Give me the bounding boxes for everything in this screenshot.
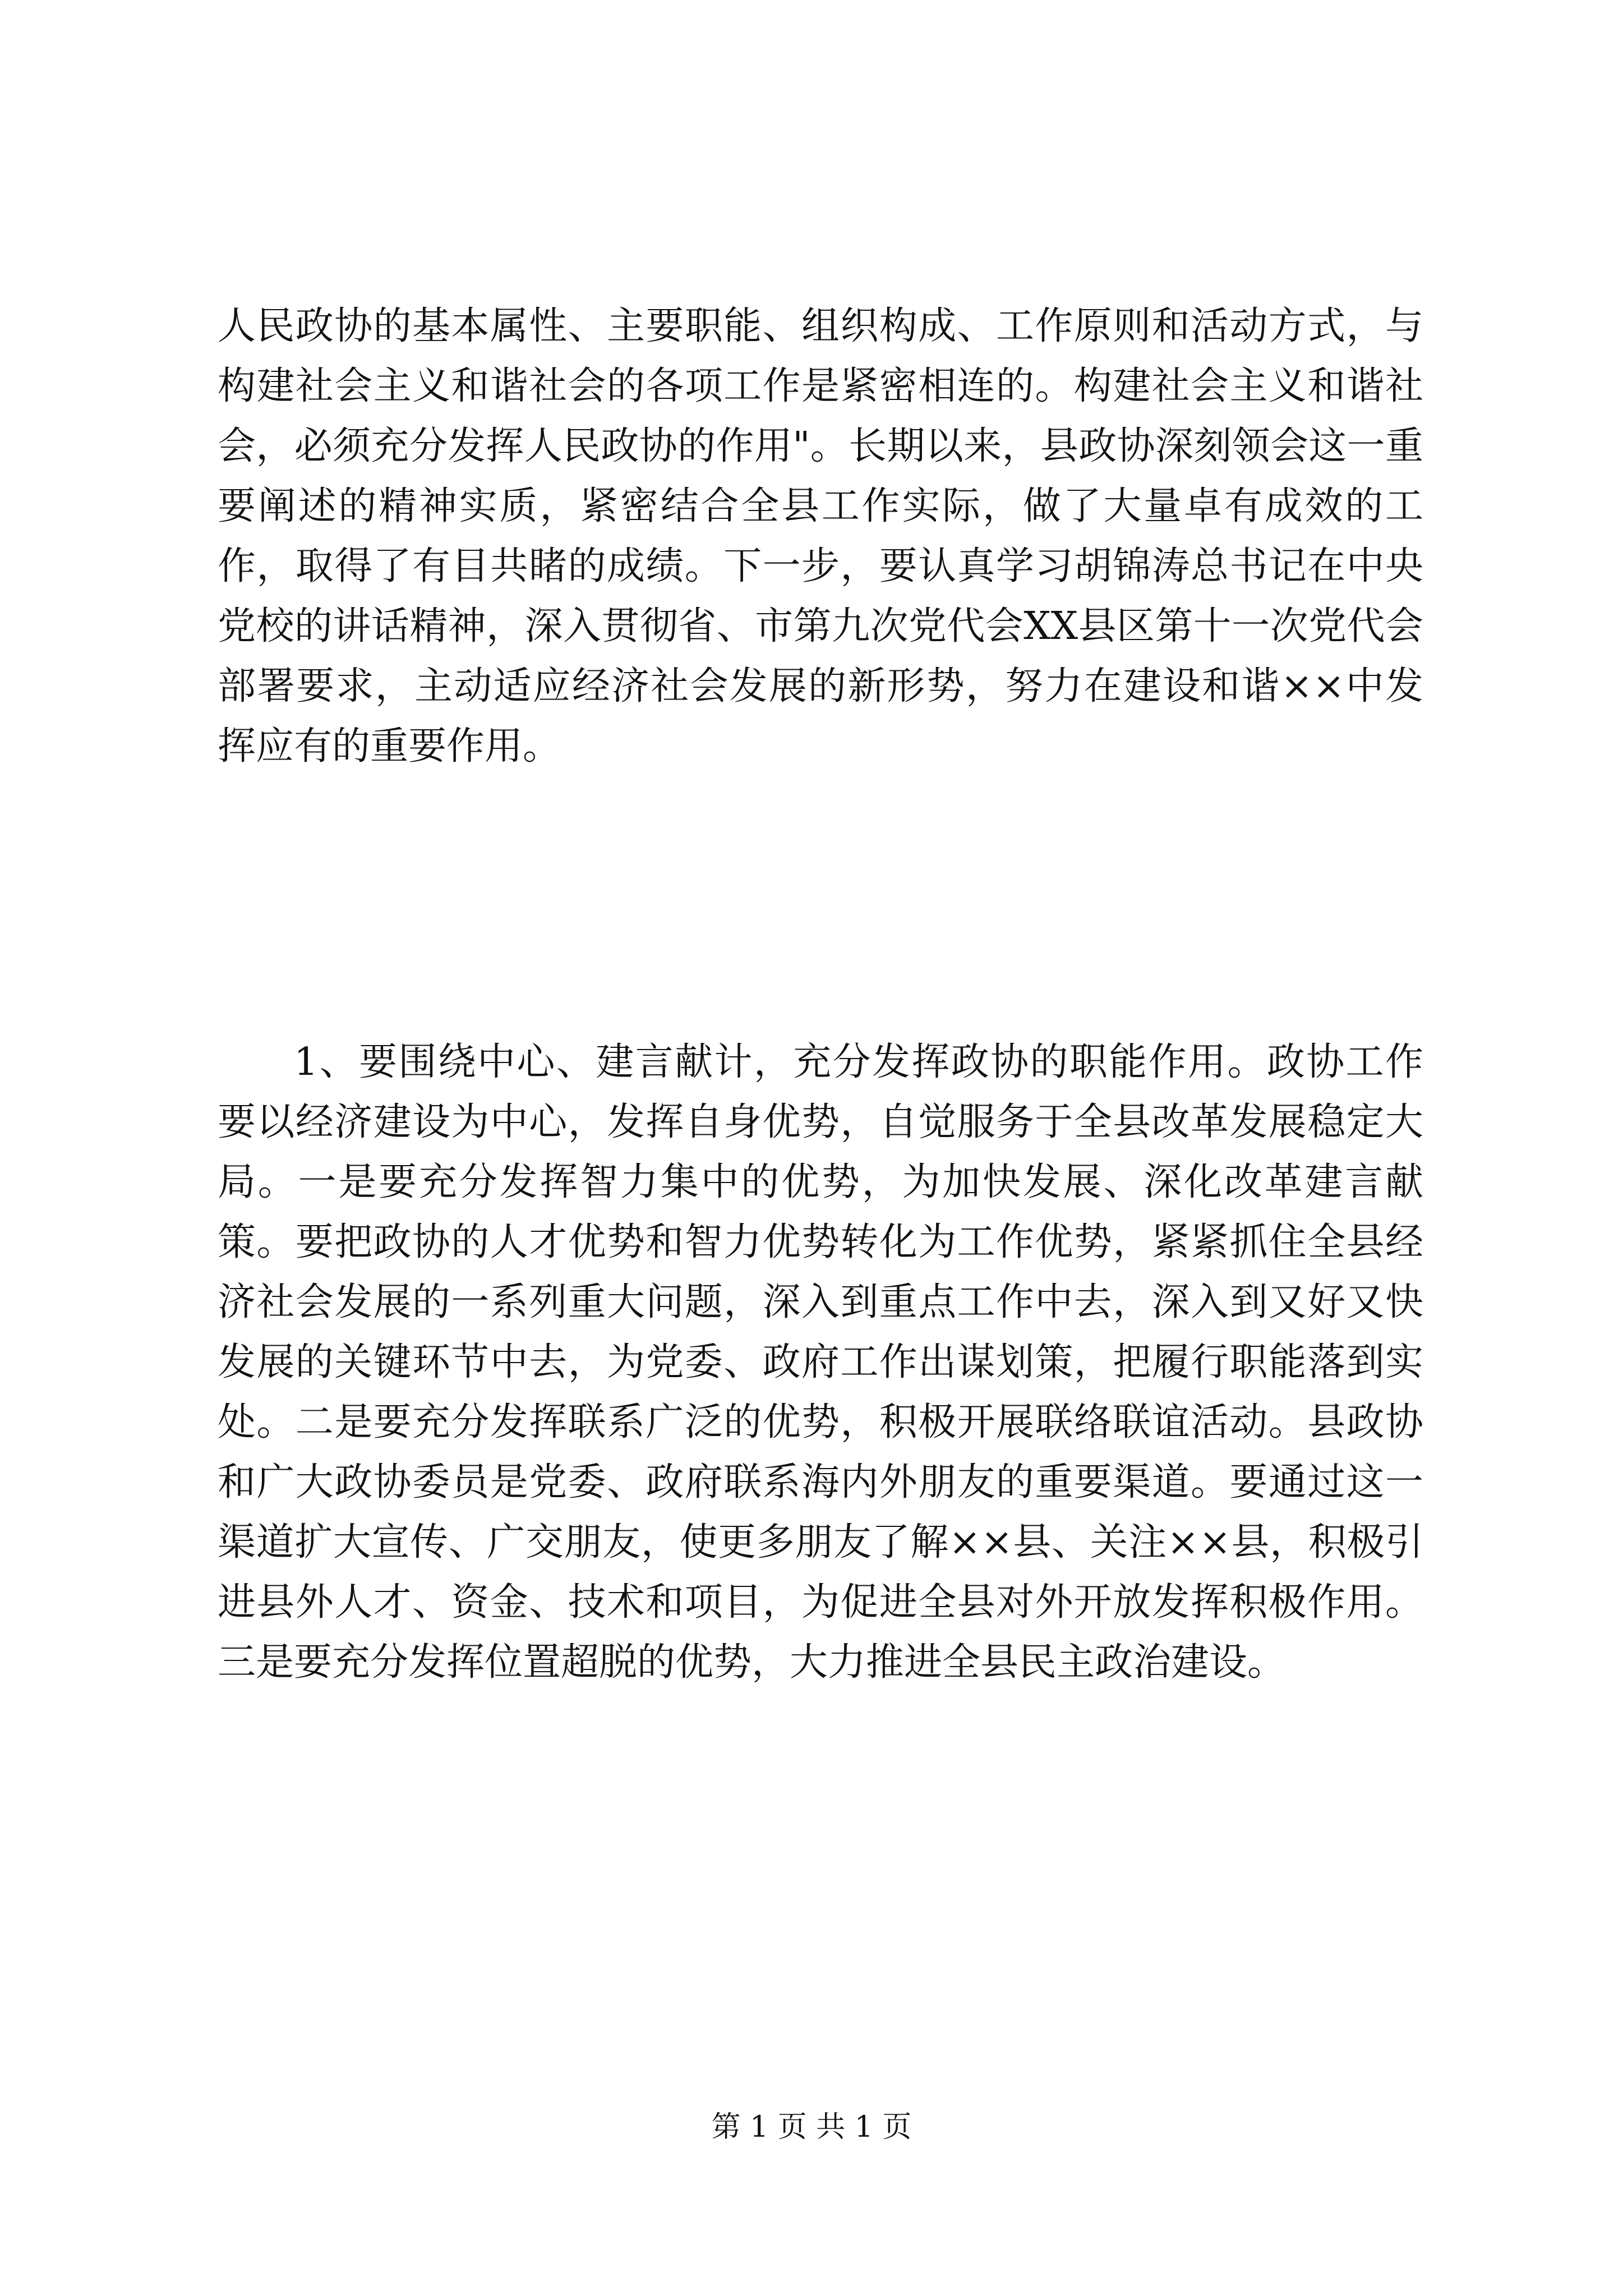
page-footer: 第 1 页 共 1 页 [711,2110,912,2144]
paragraph-2: 1、要围绕中心、建言献计，充分发挥政协的职能作用。政协工作要以经济建设为中心，发挥自身优势，自觉服务于全县改革发展稳定大局。一是要充分发挥智力集中的优势，为加快发展、深化改革建言献策。要把政协的人才优势和智力优势转化为工作优势，紧紧抓住全县经济社会发展的一系列重大问题，深入到重点工作中去，深入到又好又快发展的关键环节中去，为党委、政府工作出谋划策，把履行职能落到实处。二是要充分发挥联系广泛的优势，积极开展联络联谊活动。县政协和广大政协委员是党委、政府联系海内外朋友的重要渠道。要通过这一渠道扩大宣传、广交朋友，使更多朋友了解××县、关注××县，积极引进县外人才、资金、技术和项目，为促进全县对外开放发挥积极作用。三是要充分发挥位置超脱的优势，大力推进全县民主政治建设。 [218,1040,1423,1685]
paragraph-1: 人民政协的基本属性、主要职能、组织构成、工作原则和活动方式，与构建社会主义和谐社会的各项工作是紧密相连的。构建社会主义和谐社会，必须充分发挥人民政协的作用"。长期以来，县政协深刻领会这一重要阐述的精神实质，紧密结合全县工作实际，做了大量卓有成效的工作，取得了有目共睹的成绩。下一步，要认真学习胡锦涛总书记在中央党校的讲话精神，深入贯彻省、市第九次党代会XX县区第十一次党代会部署要求，主动适应经济社会发展的新形势，努力在建设和谐××中发挥应有的重要作用。 [218,304,1423,769]
